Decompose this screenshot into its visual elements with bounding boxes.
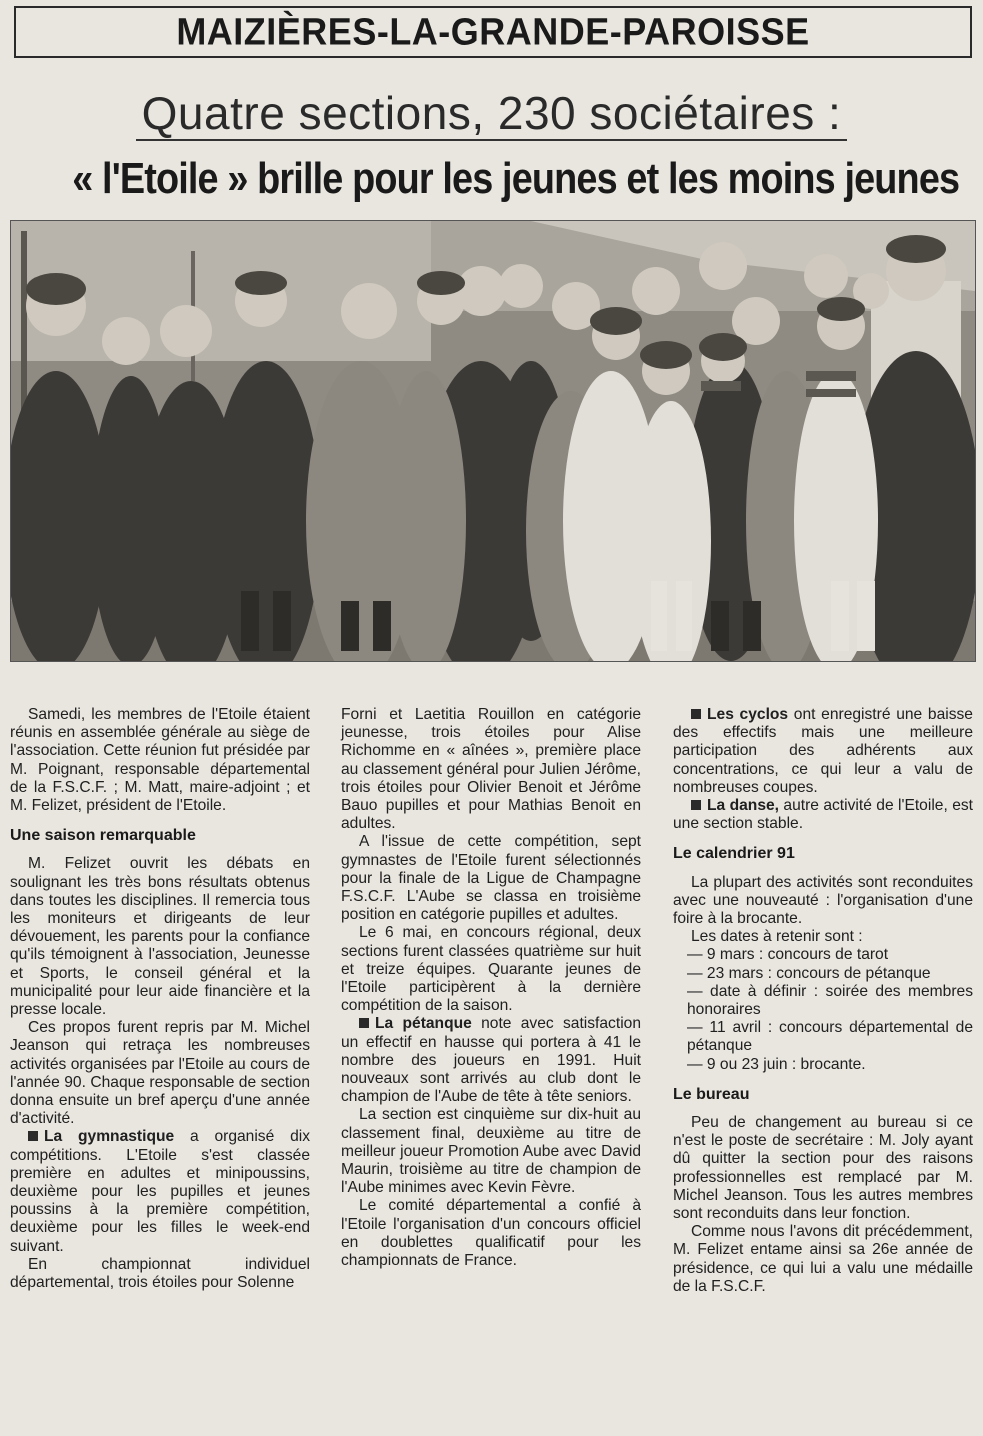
list-item: — 9 mars : concours de tarot [687,946,889,964]
paragraph: La section est cinquième sur dix-huit au classement final, deuxième au titre de meilleur joueur Promotion Aube avec David Maurin, troisième au titre de champion de l'Aube minimes avec Kevin Fèvre. [341,1106,641,1197]
section-heading: Le calendrier 91 [673,845,795,863]
paragraph: Les dates à retenir sont : [691,928,863,946]
paragraph: Ces propos furent repris par M. Michel Jeanson qui retraça les nombreuses activités organisées par l'Etoile au cours de l'année 90. Chaque responsable de section donna ensuite un bref aperçu d'une année d'activité. [10,1019,310,1128]
headline-line-1-text: Quatre sections, 230 sociétaires : [136,87,848,141]
article-column-1 [10,706,310,1292]
paragraph [673,797,973,833]
rubric-box [14,6,972,58]
lead-in: La pétanque [375,1015,472,1033]
paragraph: Comme nous l'avons dit précédemment, M. Felizet entame ainsi sa 26e année de présidence, ce qui lui a valu une médaille de la F.S.C.F. [673,1223,973,1295]
article-column-3 [673,706,973,1296]
paragraph [10,1128,310,1255]
bullet-square-icon [691,709,701,719]
paragraph: A l'issue de cette compétition, sept gymnastes de l'Etoile furent sélectionnés pour la finale de la Ligue de Champagne F.S.C.F. L'Aube se classa en troisième position en catégorie pupilles et adultes. [341,833,641,924]
headline-line-1 [0,86,983,140]
paragraph: Le comité départemental a confié à l'Etoile l'organisation d'un concours officiel en doublettes qualificatif pour les championnats de France. [341,1197,641,1270]
paragraph: Peu de changement au bureau si ce n'est le poste de secrétaire : M. Joly ayant dû quitter la section pour des raisons professionnelles est remplacé par M. Michel Jeanson. Tous les autres membres sont reconduits dans leur fonction. [673,1114,973,1223]
list-item: — 11 avril : concours départemental de pétanque [687,1019,973,1055]
rubric-title: MAIZIÈRES-LA-GRANDE-PAROISSE [176,9,810,53]
photo-illustration [11,221,975,661]
headline-line-2-text: « l'Etoile » brille pour les jeunes et les moins jeunes [72,154,960,203]
section-heading: Une saison remarquable [10,827,196,845]
list-item: — date à définir : soirée des membres honoraires [687,982,973,1019]
bullet-square-icon [28,1131,38,1141]
article-column-2 [341,706,641,1270]
group-photo [10,220,976,662]
lead-in: La gymnastique [44,1128,175,1146]
section-heading: Le bureau [673,1085,750,1103]
paragraph-text: ont enregistré une baisse des effectifs mais une meilleure participation des adhérents aux concentrations, ce qui leur a valu de nombreuses coupes. [673,706,973,796]
list-item: — 9 ou 23 juin : brocante. [687,1055,866,1073]
bullet-square-icon [359,1018,369,1028]
paragraph: M. Felizet ouvrit les débats en soulignant les très bons résultats obtenus dans toutes les disciplines. Il remercia tous les moniteurs et dirigeants de leur dévouement, les parents pour la confiance qu'ils témoignent à l'association, Jeunesse et Sports, le conseil général et la municipalité pour leur aide financière et la presse locale. [10,855,310,1019]
paragraph: Samedi, les membres de l'Etoile étaient réunis en assemblée générale au siège de l'association. Cette réunion fut présidée par M. Poignant, responsable départemental de la F.S.C.F. ; M. Matt, maire-adjoint ; et M. Felizet, président de l'Etoile. [10,706,310,815]
headline-line-2 [0,154,983,204]
lead-in: La danse, [707,797,779,815]
paragraph: Le 6 mai, en concours régional, deux sections furent classées quatrième sur huit et treize équipes. Quarante jeunes de l'Etoile participèrent à la dernière compétition de la saison. [341,924,641,1015]
bullet-square-icon [691,800,701,810]
paragraph-text: a organisé dix compétitions. L'Etoile s'est classée première en adultes et minipoussins, deuxième pour les pupilles et jeunes poussins à la première compétition, deuxième pour les filles le week-end suivant. [10,1128,311,1255]
paragraph: La plupart des activités sont reconduites avec une nouveauté : l'organisation d'une foire à la brocante. [673,873,973,928]
lead-in: Les cyclos [707,706,789,723]
list-item: — 23 mars : concours de pétanque [687,964,931,982]
paragraph: Forni et Laetitia Rouillon en catégorie jeunesse, trois étoiles pour Alise Richomme en « aînées », première place au classement général pour Julien Jérôme, trois étoiles pour Olivier Benoit et Jérôme Bauo pupilles et pour Mathias Benoit en adultes. [341,706,641,833]
paragraph-text: autre activité de l'Etoile, est une section stable. [673,797,973,833]
paragraph: En championnat individuel départemental, trois étoiles pour Solenne [10,1255,310,1292]
paragraph [673,706,973,797]
paragraph [341,1015,641,1106]
paragraph-text: note avec satisfaction un effectif en hausse qui portera à 41 le nombre des joueurs en 1991. Huit nouveaux sont arrivés au club dont le champion de l'Aube de tête à tête seniors. [341,1015,641,1106]
